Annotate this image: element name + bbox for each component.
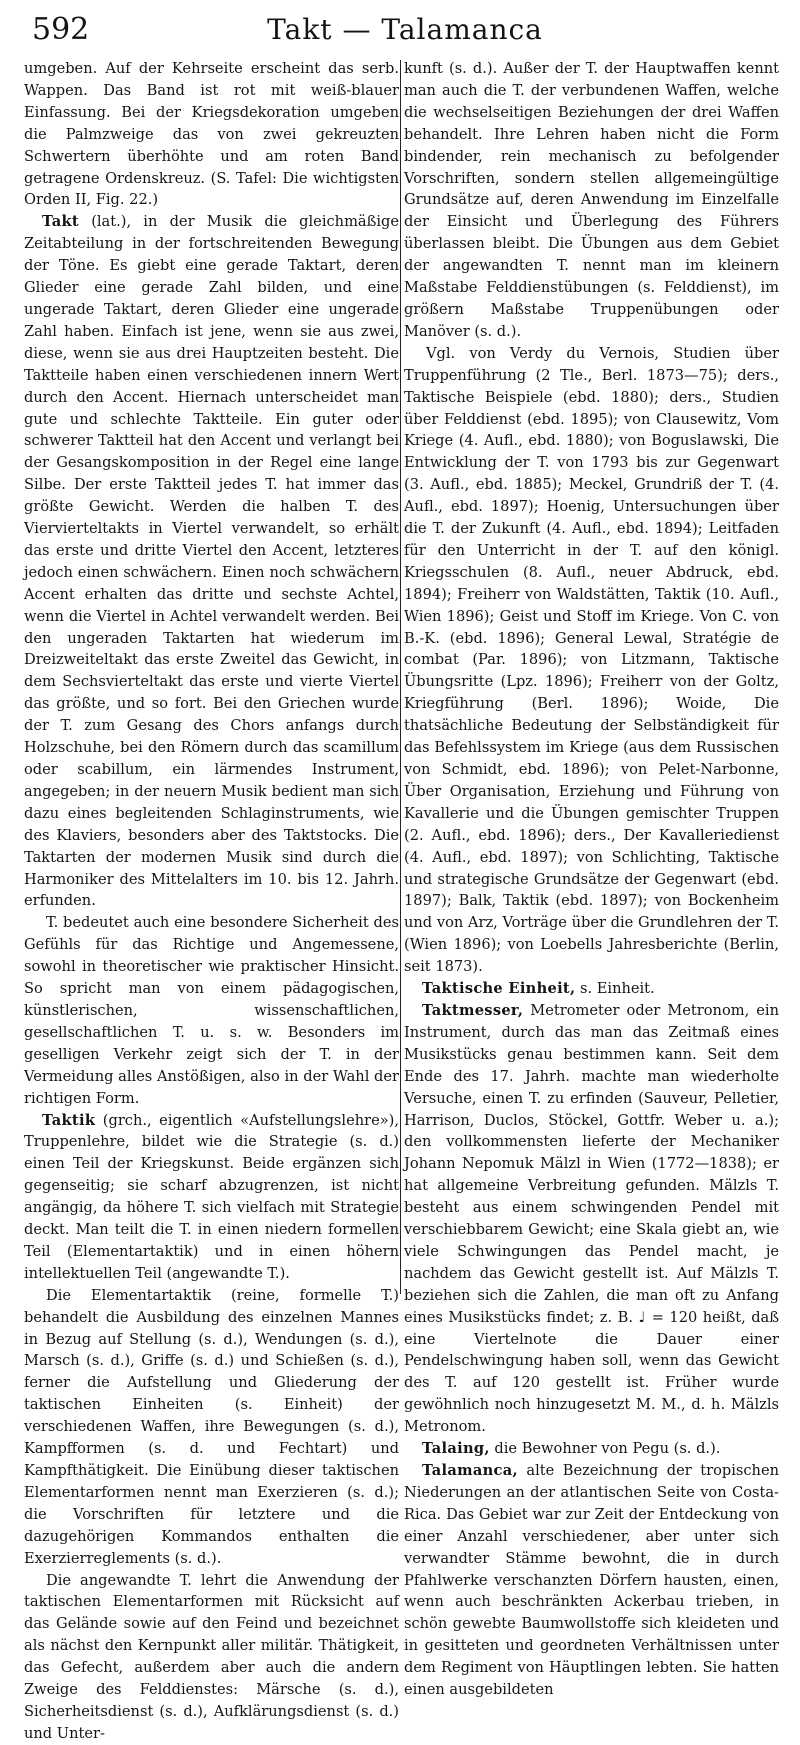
entry-text: alte Bezeichnung der tropischen Niederungen an der atlantischen Seite von Costa-Rica. Das Gebiet war zur Zeit der Entdeckung von einer Anzahl verschiedener, aber unter sich verwandter Stämme bewohnt, die in durch Pfahlwerke verschanzten Dörfern hausten, einen, wenn auch beschränkten Ackerbau trieben, in schön gewebte Baumwollstoffe sich kleideten und in gesitteten und geordneten Verhältnissen unter dem Regiment von Häuptlingen lebten. Sie hatten einen ausgebildeten: [404, 1462, 779, 1699]
paragraph: [24, 912, 399, 1109]
entry-text: T. bedeutet auch eine besondere Sicherheit des Gefühls für das Richtige und Angemessene, sowohl in theoretischer wie praktischer Hinsicht. So spricht man von einem pädagogischen, künstlerischen, wissenschaftlichen, gesellschaftlichen T. u. s. w. Besonders im geselligen Verkehr zeigt sich der T. in der Vermeidung alles Anstößigen, also in der Wahl der richtigen Form.: [24, 914, 399, 1107]
dictionary-entry: [24, 1110, 399, 1285]
entry-headword: Taktik: [42, 1111, 96, 1129]
entry-text: (grch., eigentlich «Aufstellungslehre»), Truppenlehre, bildet wie die Strategie (s. d.) einen Teil der Kriegskunst. Beide ergänzen sich gegenseitig; sie scharf abzugrenzen, ist nicht angängig, da höhere T. sich vielfach mit Strategie deckt. Man teilt die T. in einen niedern formellen Teil (Elementartaktik) und in einen höhern intellektuellen Teil (angewandte T.).: [24, 1111, 399, 1282]
entry-text: Die Elementartaktik (reine, formelle T.) behandelt die Ausbildung des einzelnen Mannes in Bezug auf Stellung (s. d.), Wendungen (s. d.), Marsch (s. d.), Griffe (s. d.) und Schießen (s. d.), ferner die Aufstellung und Gliederung der taktischen Einheiten (s. Einheit) der verschiedenen Waffen, ihre Bewegungen (s. d.), Kampfformen (s. d. und Fechtart) und Kampfthätigkeit. Die Einübung dieser taktischen Elementarformen nennt man Exerzieren (s. d.); die Vorschriften für letztere und die dazugehörigen Kommandos enthalten die Exerzierreglements (s. d.).: [24, 1286, 399, 1567]
continued-paragraph: [404, 58, 779, 343]
dictionary-entry: [404, 1438, 779, 1460]
entry-text: Metrometer oder Metronom, ein Instrument, durch das man das Zeitmaß eines Musikstücks genau bestimmen kann. Seit dem Ende des 17. Jahrh. machte man wiederholte Versuche, einen T. zu erfinden (Sauveur, Pelletier, Harrison, Duclos, Stöckel, Gottfr. Weber u. a.); den vollkommensten lieferte der Mechaniker Johann Nepomuk Mälzl in Wien (1772—1838); er hat allgemeine Verbreitung gefunden. Mälzls T. besteht aus einem schwingenden Pendel mit verschiebbarem Gewicht; eine Skala giebt an, wie viele Schwingungen das Pendel macht, je nachdem das Gewicht gestellt ist. Auf Mälzls T. beziehen sich die Zahlen, die man oft zu Anfang eines Musikstücks findet; z. B. ♩ = 120 heißt, daß eine Viertelnote die Dauer einer Pendelschwingung haben soll, wenn das Gewicht des T. auf 120 gestellt ist. Früher wurde gewöhnlich noch hinzugesetzt M. M., d. h. Mälzls Metronom.: [404, 1001, 779, 1436]
entry-text: (lat.), in der Musik die gleichmäßige Zeitabteilung in der fortschreitenden Bewegung der Töne. Es giebt eine gerade Taktart, deren Glieder eine gerade Zahl bilden, und eine ungerade Taktart, deren Glieder eine ungerade Zahl haben. Einfach ist jene, wenn sie aus zwei, diese, wenn sie aus drei Hauptzeiten besteht. Die Taktteile haben einen verschiedenen innern Wert durch den Accent. Hiernach unterscheidet man gute und schlechte Taktteile. Ein guter oder schwerer Taktteil hat den Accent und verlangt bei der Gesangskomposition in der Regel eine lange Silbe. Der erste Taktteil jedes T. hat immer das größte Gewicht. Werden die halben T. des Viervierteltakts in Viertel verwandelt, so erhält das erste und dritte Viertel den Accent, letzteres jedoch einen schwächern. Einen noch schwächern Accent erhalten das dritte und sechste Achtel, wenn die Viertel in Achtel verwandelt werden. Bei den ungeraden Taktarten hat wiederum im Dreizweiteltakt das erste Zweitel das Gewicht, in dem Sechsvierteltakt das erste und vierte Viertel das größte, und so fort. Bei den Griechen wurde der T. zum Gesang des Chors anfangs durch Holzschuhe, bei den Römern durch das scamillum oder scabillum, ein lärmendes Instrument, angegeben; in der neuern Musik bedient man sich dazu eines begleitenden Schlaginstruments, wie des Klaviers, besonders aber des Taktstocks. Die Taktarten der modernen Musik sind durch die Harmoniker des Mittelalters im 10. bis 12. Jahrh. erfunden.: [24, 213, 399, 910]
page-number: 592: [32, 12, 90, 47]
entry-text: umgeben. Auf der Kehrseite erscheint das serb. Wappen. Das Band ist rot mit weiß-blauer Einfassung. Bei der Kriegsdekoration umgeben die Palmzweige das von zwei gekreuzten Schwertern überhöhte und am roten Band getragene Ordenskreuz. (S. Tafel: Die wichtigsten Orden II, Fig. 22.): [24, 60, 399, 209]
entry-text: Vgl. von Verdy du Vernois, Studien über Truppenführung (2 Tle., Berl. 1873—75); ders., Taktische Beispiele (ebd. 1880); ders., Studien über Felddienst (ebd. 1895); von Clausewitz, Vom Kriege (4. Aufl., ebd. 1880); von Boguslawski, Die Entwicklung der T. von 1793 bis zur Gegenwart (3. Aufl., ebd. 1885); Meckel, Grundriß der T. (4. Aufl., ebd. 1897); Hoenig, Untersuchungen über die T. der Zukunft (4. Aufl., ebd. 1894); Leitfaden für den Unterricht in der T. auf den königl. Kriegsschulen (8. Aufl., neuer Abdruck, ebd. 1894); Freiherr von Waldstätten, Taktik (10. Aufl., Wien 1896); Geist und Stoff im Kriege. Von C. von B.-K. (ebd. 1896); General Lewal, Stratégie de combat (Par. 1896); von Litzmann, Taktische Übungsritte (Lpz. 1896); Freiherr von der Goltz, Kriegführung (Berl. 1896); Woide, Die thatsächliche Bedeutung der Selbständigkeit für das Befehlssystem im Kriege (aus dem Russischen von Schmidt, ebd. 1896); von Pelet-Narbonne, Über Organisation, Erziehung und Führung von Kavallerie und die Übungen gemischter Truppen (2. Aufl., ebd. 1896); ders., Der Kavalleriedienst (4. Aufl., ebd. 1897); von Schlichting, Taktische und strategische Grundsätze der Gegenwart (ebd. 1897); Balk, Taktik (ebd. 1897); von Bockenheim und von Arz, Vorträge über die Grundlehren der T. (Wien 1896); von Loebells Jahresberichte (Berlin, seit 1873).: [404, 344, 779, 976]
entry-headword: Taktische Einheit,: [422, 980, 576, 998]
dictionary-entry: [404, 1460, 779, 1701]
entry-headword: Talaing,: [422, 1440, 490, 1458]
dictionary-entry: [404, 1000, 779, 1438]
continued-paragraph: [24, 58, 399, 211]
entry-text: s. Einheit.: [575, 980, 655, 998]
right-column: [404, 58, 779, 1699]
page-header: [32, 6, 778, 58]
dictionary-entry: [404, 978, 779, 1000]
entry-text: Die angewandte T. lehrt die Anwendung der taktischen Elementarformen mit Rücksicht auf das Gelände sowie auf den Feind und bezeichnet als nächst den Kernpunkt aller militär. Thätigkeit, das Gefecht, außerdem aber auch die andern Zweige des Felddienstes: Märsche (s. d.), Sicherheitsdienst (s. d.), Aufklärungsdienst (s. d.) und Unter-: [24, 1571, 399, 1742]
paragraph: [404, 343, 779, 978]
entry-text: die Bewohner von Pegu (s. d.).: [489, 1440, 721, 1458]
paragraph: [24, 1570, 399, 1745]
entry-headword: Talamanca,: [422, 1462, 518, 1479]
dictionary-entry: [24, 211, 399, 912]
entry-text: kunft (s. d.). Außer der T. der Hauptwaffen kennt man auch die T. der verbundenen Waffen, welche die wechselseitigen Beziehungen der drei Waffen behandelt. Ihre Lehren haben nicht die Form bindender, rein mechanisch zu befolgender Vorschriften, sondern stellen allgemeingültige Grundsätze auf, deren Anwendung im Einzelfalle der Einsicht und Überlegung des Führers überlassen bleibt. Die Übungen aus dem Gebiet der angewandten T. nennt man im kleinern Maßstabe Felddienstübungen (s. Felddienst), im größern Maßstabe Truppenübungen oder Manöver (s. d.).: [404, 60, 779, 340]
column-divider: [400, 60, 401, 1294]
paragraph: [24, 1285, 399, 1570]
entry-headword: Taktmesser,: [422, 1001, 524, 1019]
running-head: Takt — Talamanca: [267, 13, 543, 46]
left-column: [24, 58, 399, 1742]
entry-headword: Takt: [42, 213, 79, 231]
